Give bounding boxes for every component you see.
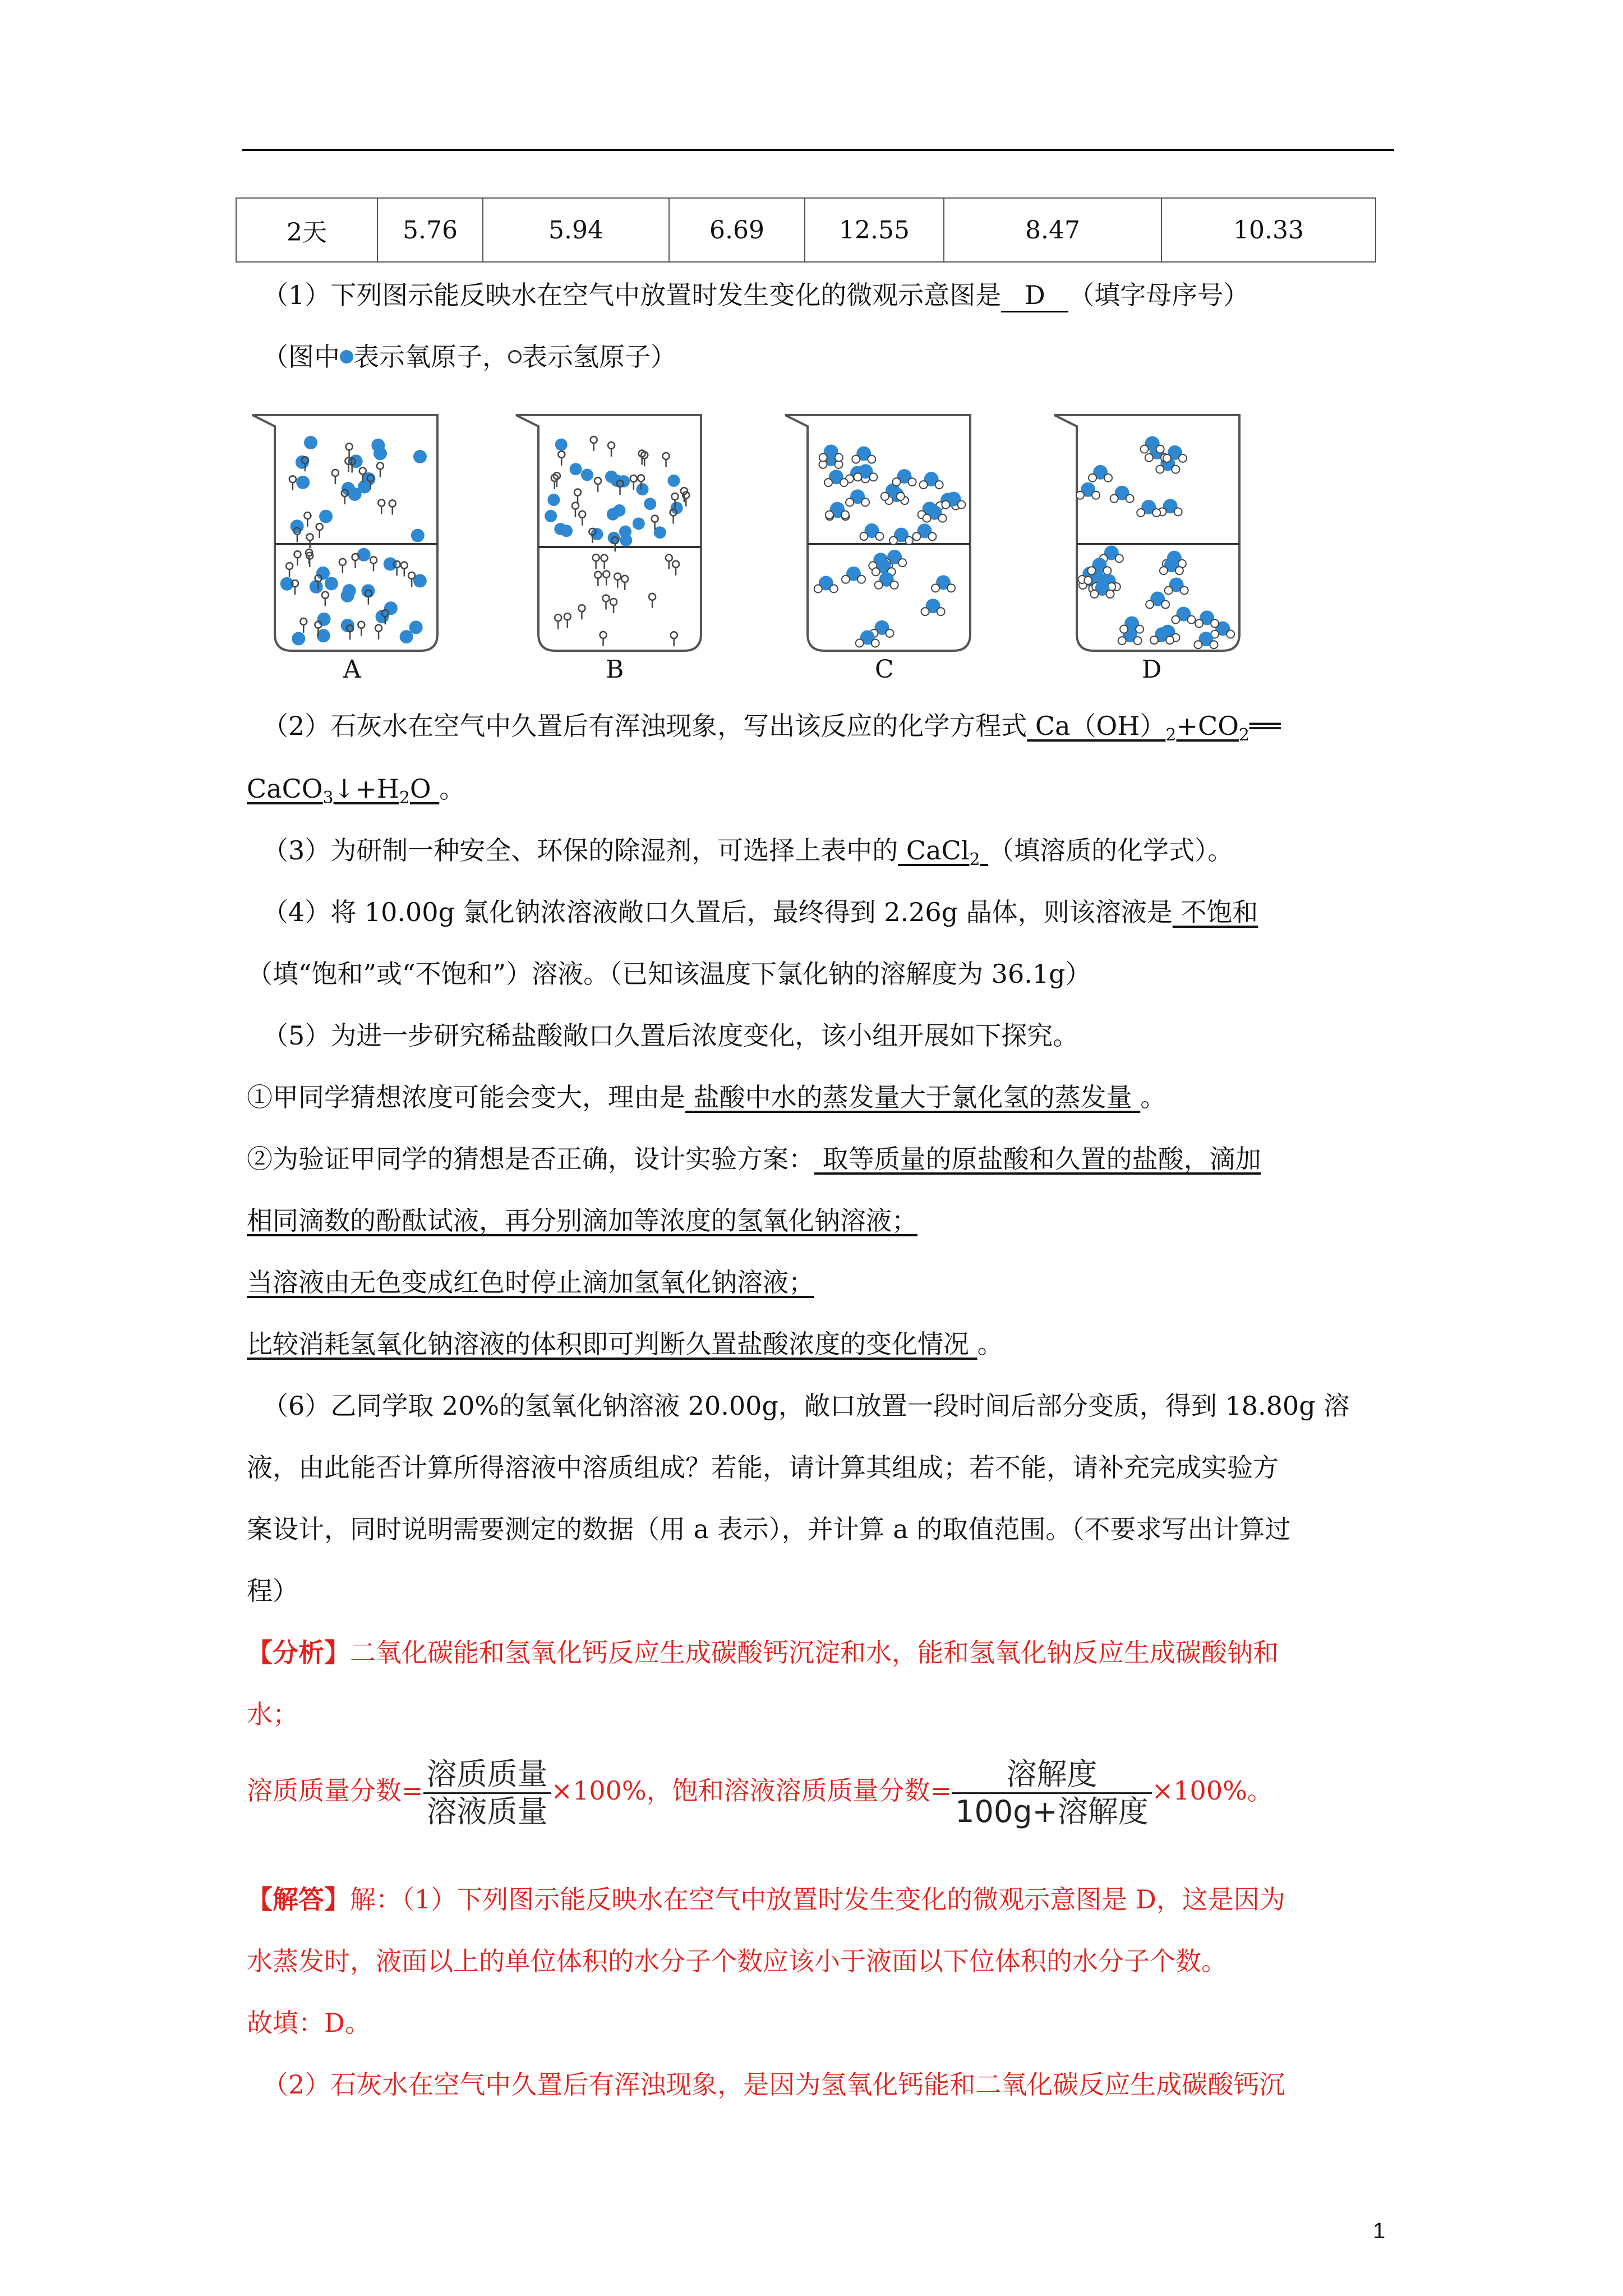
question-6-line-3: 案设计，同时说明需要测定的数据（用 a 表示），并计算 a 的取值范围。（不要求写出计算过 bbox=[247, 1514, 1291, 1544]
table-cell: 2天 bbox=[236, 198, 377, 262]
beaker-label-b: B bbox=[606, 655, 624, 684]
solution-tag: 【解答】 bbox=[247, 1884, 350, 1915]
solution-line-2: 水蒸发时，液面以上的单位体积的水分子个数应该小于液面以下位体积的水分子个数。 bbox=[247, 1946, 1227, 1976]
question-5-sub-2-line-4: 比较消耗氢氧化钠溶液的体积即可判断久置盐酸浓度的变化情况 。 bbox=[247, 1329, 1003, 1359]
table-cell: 10.33 bbox=[1161, 198, 1376, 262]
table-cell: 6.69 bbox=[669, 198, 805, 262]
solution-line-3: 故填：D。 bbox=[247, 2008, 371, 2038]
beaker-label-d: D bbox=[1142, 655, 1162, 684]
hydrogen-atom-icon bbox=[508, 350, 522, 364]
question-5-sub-2: ②为验证甲同学的猜想是否正确，设计实验方案： 取等质量的原盐酸和久置的盐酸，滴加 bbox=[247, 1144, 1261, 1174]
equation-part-1: $Ca(OH)_2+CO_2$ bbox=[1035, 711, 1249, 745]
question-5: （5）为进一步研究稀盐酸敞口久置后浓度变化，该小组开展如下探究。 bbox=[262, 1020, 1079, 1051]
question-2-cont: $CaCO_3↓+H_2O$ 。 bbox=[247, 774, 465, 808]
equation-part-2: $CaCO_3↓+H_2O$ bbox=[247, 774, 431, 808]
table-cell: 5.76 bbox=[377, 198, 483, 262]
fraction-mass-fraction: $\frac{\text{溶质质量}}{\text{溶液质量}}$ bbox=[423, 1756, 551, 1830]
question-5-sub-2-line-2: 相同滴数的酚酞试液，再分别滴加等浓度的氢氧化钠溶液； bbox=[247, 1205, 917, 1236]
question-2: （2）石灰水在空气中久置后有浑浊现象，写出该反应的化学方程式 $Ca(OH)_2+CO_2══$ bbox=[262, 711, 1281, 745]
oxygen-atom-icon bbox=[340, 350, 353, 364]
answer-blank: 不饱和 bbox=[1181, 897, 1258, 927]
solution-section: 【解答】解：（1）下列图示能反映水在空气中放置时发生变化的微观示意图是 D，这是因为 bbox=[247, 1884, 1285, 1915]
question-4-cont: （填“饱和”或“不饱和”）溶液。（已知该温度下氯化钠的溶解度为 36.1g） bbox=[247, 959, 1091, 989]
analysis-line-2: 水； bbox=[247, 1699, 298, 1729]
beaker-diagram bbox=[241, 404, 1251, 696]
analysis-section: 【分析】二氧化碳能和氢氧化钙反应生成碳酸钙沉淀和水，能和氢氧化钠反应生成碳酸钠和 bbox=[247, 1637, 1279, 1668]
answer-blank: CaCl$_2$ bbox=[906, 835, 980, 869]
beaker-label-a: A bbox=[343, 655, 361, 684]
header-rule bbox=[242, 149, 1394, 151]
table-row bbox=[236, 198, 1376, 262]
question-6-line-4: 程） bbox=[247, 1576, 298, 1606]
table-cell: 12.55 bbox=[805, 198, 944, 262]
analysis-formula: 溶质质量分数= $\frac{\text{溶质质量}}{\text{溶液质量}}$ ×100%，饱和溶液溶质质量分数= $\frac{\text{溶解度}}{\text{100g+溶解度}}$ ×100%。 bbox=[247, 1756, 1273, 1829]
answer-blank: D bbox=[1001, 279, 1068, 312]
table-cell: 8.47 bbox=[944, 198, 1161, 262]
beaker-c bbox=[785, 415, 970, 651]
legend-line: （图中 表示氧原子， 表示氢原子） bbox=[262, 342, 676, 372]
fraction-saturated: $\frac{\text{溶解度}}{\text{100g+溶解度}}$ bbox=[952, 1756, 1152, 1830]
beaker-label-c: C bbox=[875, 655, 894, 684]
table-cell: 5.94 bbox=[483, 198, 669, 262]
question-6: （6）乙同学取 20%的氢氧化钠溶液 20.00g，敞口放置一段时间后部分变质，得到 18.80g 溶 bbox=[262, 1391, 1350, 1421]
beaker-b bbox=[516, 415, 701, 651]
analysis-tag: 【分析】 bbox=[247, 1637, 350, 1668]
question-5-sub-2-line-3: 当溶液由无色变成红色时停止滴加氢氧化钠溶液； bbox=[247, 1267, 814, 1297]
question-5-sub-1: ①甲同学猜想浓度可能会变大，理由是 盐酸中水的蒸发量大于氯化氢的蒸发量 。 bbox=[247, 1082, 1166, 1112]
beaker-d bbox=[1054, 415, 1239, 651]
data-table bbox=[236, 197, 1376, 263]
question-1: （1）下列图示能反映水在空气中放置时发生变化的微观示意图是 D （填字母序号） bbox=[262, 278, 1407, 312]
question-3: （3）为研制一种安全、环保的除湿剂，可选择上表中的 CaCl$_2$ （填溶质的化学式）。 bbox=[262, 835, 1234, 869]
beaker-a bbox=[252, 415, 437, 651]
page-number: 1 bbox=[1373, 2219, 1386, 2243]
solution-line-4: （2）石灰水在空气中久置后有浑浊现象，是因为氢氧化钙能和二氧化碳反应生成碳酸钙沉 bbox=[262, 2069, 1285, 2100]
question-6-line-2: 液，由此能否计算所得溶液中溶质组成？若能，请计算其组成；若不能，请补充完成实验方 bbox=[247, 1452, 1279, 1483]
question-4: （4）将 10.00g 氯化钠浓溶液敞口久置后，最终得到 2.26g 晶体，则该溶液是 不饱和 bbox=[262, 897, 1258, 927]
